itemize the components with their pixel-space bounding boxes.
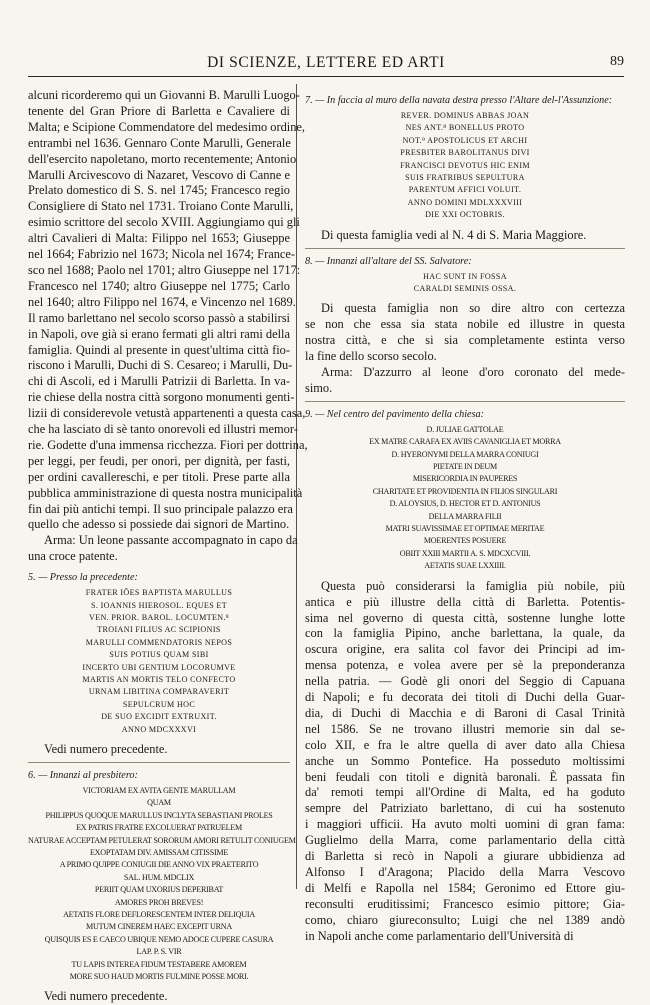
text-line: mensa potenza, e volea avere per sè la preponderanza [305,658,625,673]
inscription-line: SUIS POTIUS QUAM SIBI [109,650,209,660]
inscription-line: REVER. DOMINUS ABBAS JOAN [400,111,530,120]
text-line: colo XII, e fra le altre quella di aver dato alla Chiesa [305,737,625,752]
text-line: Prelato domestico di S. S. nel 1745; Francesco regio [28,183,290,198]
text-line: altri Cavalieri di Malta: Filippo nel 1653; Giuseppe [28,231,290,246]
inscription-line: HAC SUNT IN FOSSA [423,271,507,281]
inscription-line: SEPULCRUM HOC [122,699,196,709]
della-marra-paragraph [305,579,625,945]
inscription-line: MARULLI COMMENDATORIS NEPOS [85,637,233,647]
inscription-line: VEN. PRIOR. BAROL. LOCUMTEN.⁸ [88,613,229,622]
text-line: quello che adesso si possiede dai signori de Martino. [28,517,290,532]
inscription-line: MOERENTES POSUERE [423,536,507,546]
text-line: riscono i Marulli, Duchi di S. Cesareo; i Marulli, Du- [28,358,293,373]
inscription-line: AETATIS SUAE LXXIIII. [424,561,506,571]
inscription-line: S. IOANNIS HIEROSOL. EQUES ET [90,600,228,610]
inscription-line: DIE XXI OCTOBRIS. [425,210,505,220]
text-line: sima nel governo di questa città, sostenne lunghe lotte [305,610,625,625]
header-title: DI SCIENZE, LETTERE ED ARTI [207,54,445,71]
text-line: nostra città, e che si sia completamente estinta verso [305,333,625,348]
inscription-line: AMORES PROH BREVES! [114,897,204,907]
text-line: lizii di considerevole vetustà appartenenti a questa casa, [28,406,306,421]
note-5: 5. — Presso la precedente: [28,572,138,584]
note-6: 6. — Innanzi al presbitero: [28,769,138,781]
inscription-line: EX PATRIS FRATRE EXCOLUERAT PATRUELEM [76,823,242,833]
text-line: una croce patente. [28,549,118,564]
inscription-line: AETATIS FLORE DEFLORESCENTEM INTER DELIQUIA [63,910,255,920]
inscription-line: NES ANT.⁸ BONELLUS PROTO [405,123,525,133]
see-previous-5: Vedi numero precedente. [44,742,168,757]
bonelli-paragraph: Di questa famiglia vedi al N. 4 di S. Maria Maggiore. [321,227,587,242]
inscription-line: PERIIT QUAM UXORIUS DEPERIBAT [94,885,224,895]
text-line: rie. Godette d'una immensa ricchezza. Fiori per dottrina, [28,437,308,452]
marulli-paragraph [28,88,308,565]
text-line: Francesco nel 1740; altro Giuseppe nel 1775; Carlo [28,278,290,293]
text-line: nel 1664; Fabrizio nel 1673; Nicola nel 1674; France- [28,247,296,262]
see-previous-6: Vedi numero precedente. [44,989,168,1004]
inscription-line: QUAM [147,798,171,808]
inscription-line: NATURAE ACCEPTAM PETULERAT SORORUM AMORI RETULIT CONIUGEM [28,835,296,845]
inscription-line: SAL. HUM. MDCLIX [123,872,195,882]
inscription-line: D. HYERONYMI DELLA MARRA CONIUGI [391,449,539,459]
text-line: Il ramo barlettano nel secolo scorso passò a stabilirsi [28,310,290,325]
running-header [28,52,624,77]
inscription-line: ANNO DOMINI MDLXXXVIII [407,197,523,207]
inscription-line: A PRIMO QUIPPE CONIUGII DIE ANNO VIX PRAETERITO [59,860,259,870]
inscription-line: EXOPTATAM DIV. AMISSAM CITISSIME [89,848,229,857]
inscription-line: ANNO MDCXXXVI [121,724,197,734]
text-line: per leggi, per feudi, per onori, per dignità, per fasti, [28,453,290,468]
inscription-line: FRATER IÕES BAPTISTA MARULLUS [85,588,233,598]
inscription-line: INCERTO UBI GENTIUM LOCORUMVE [82,662,236,672]
text-line: in Napoli, ove già si erano fermati gli altri rami della [28,326,290,341]
text-line: Malta; e Scipione Commendatore del medesimo ordine, [28,119,305,134]
inscription-line: VICTORIAM EX AVITA GENTE MARULLAM [82,785,236,795]
inscription-line: MUTUM CINEREM HAEC EXCEPIT URNA [86,922,232,932]
inscription-line: EX MATRE CARAFA EX AVIIS CAVANIGLIA ET MORRA [369,437,561,447]
note-9: 9. — Nel centro del pavimento della chiesa: [305,408,484,420]
inscription-line: MISERICORDIA IN PAUPERES [412,474,518,484]
inscription-5 [28,587,290,736]
separator [305,248,625,249]
text-line: che ha lasciato di sè tanto onorevoli ed illustri memor- [28,422,298,437]
inscription-line: FRANCISCI DEVOTUS HIC ENIM [400,160,530,170]
inscription-line: TU LAPIS INTEREA FIDUM TESTABERE AMOREM [71,959,247,969]
inscription-line: PRESBITER BAROLITANUS DIVI [400,148,530,158]
left-column [28,88,308,1004]
right-column [305,88,625,943]
text-line: per ordini cavallereschi, e per titoli. Prese parte alla [28,469,290,484]
text-line: i maggiori ufficii. Ha avuto molti uomini di gran fama: [305,817,625,832]
text-line: di Napoli; e fu decorata dei titoli di Duchi della Guar- [305,690,625,705]
text-line: famiglia. Quindi al presente in quest'ultima città fio- [28,342,290,357]
text-line: alcuni ricorderemo qui un Giovanni B. Marulli Luogo- [28,88,300,102]
text-line: Di questa famiglia non so dire altro con certezza [321,301,625,316]
text-line: di Barletta si recò in Napoli a giurare ubbidienza ad [305,849,625,864]
inscription-9 [305,424,625,573]
text-line: nella patria. — Godè gli onori del Seggio di Capuana [305,674,625,689]
inscription-line: PARENTUM AFFICI VOLUIT. [408,185,522,195]
text-line: sempre del Patriziato barlettano, di cui ha sostenuto [305,801,625,816]
text-line: fin dai più antichi tempi. Il suo principale palazzo era [28,501,293,516]
inscription-line: URNAM LIBITINA COMPARAVERIT [88,687,230,697]
text-line: beni feudali con titoli e dignità baronali. È passata fin [305,769,625,784]
separator [305,401,625,402]
text-line: nel 1640; altro Filippo nel 1674, e Vincenzo nel 1689. [28,294,296,309]
text-line: Marulli Arcivescovo di Nazaret, Vescovo di Canne e [28,167,290,182]
text-line: sco nel 1688; Paolo nel 1701; altro Giuseppe nel 1717: [28,262,301,277]
text-line: antica e più illustre della città di Barletta. Potentis- [305,594,625,609]
inscription-line: PHILIPPUS QUOQUE MARULLUS INCLYTA SEBASTIANI PROLES [45,810,273,820]
caraldi-paragraph [305,301,625,396]
text-line: entrambi nel 1636. Gennaro Conte Marulli, Generale [28,135,291,150]
inscription-line: OBIIT XXIII MARTII A. S. MDCXCVIII. [399,548,531,558]
text-line: oscura origine, era salita col favor dei Principi ad im- [305,642,625,657]
text-line: se non che essa sia stata nobile ed illustre in questa [305,317,625,332]
inscription-line: MATRI SUAVISSIMAE ET OPTIMAE MERITAE [385,524,545,534]
inscription-line: MARTIS AN MORTIS TELO CONFECTO [82,675,236,685]
inscription-line: NOT.⁹ APOSTOLICUS ET ARCHI [402,135,528,145]
text-line: rie chiese della nostra città sorgono monumenti genti- [28,390,295,405]
text-line: Questa può considerarsi la famiglia più nobile, più [321,578,625,593]
inscription-7 [305,110,625,222]
inscription-line: SUIS FRATRIBUS SEPULTURA [405,173,525,183]
text-line: simo. [305,380,333,395]
inscription-6 [28,785,296,984]
note-7: 7. — In faccia al muro della navata destra presso l'Altare del-l'Assunzione: [305,95,613,106]
inscription-line: LAP. P. S. VIR [136,947,182,957]
text-line: pubblica amministrazione di questa nostra municipalità [28,485,303,500]
text-line: la fine dello scorso secolo. [305,349,437,364]
inscription-line: MORE SUO HAUD MORTIS FULMINE POSSE MORI. [69,972,249,982]
text-line: Arma: D'azzurro al leone d'oro coronato del mede- [321,365,625,379]
text-line: esimio scrittore del secolo XVIII. Aggiungiamo qui gli [28,215,300,230]
text-line: dell'esercito napoletano, morto recentemente; Antonio [28,151,297,166]
text-line: tenente del Gran Priore di Barletta e Cavaliere di [28,103,290,118]
text-line: anche un Sommo Pontefice. Ha posseduto moltissimi [305,753,625,768]
text-line: Alfonso I d'Aragona; Placido della Marra Vescovo [305,865,625,879]
inscription-line: CHARITATE ET PROVIDENTIA IN FILIOS SINGULARI [372,486,558,496]
inscription-line: D. ALOYSIUS, D. HECTOR ET D. ANTONIUS [389,499,541,509]
text-line: Consigliere di Stato nel 1731. Troiano Conte Marulli, [28,199,294,214]
text-line: di Melfi e Rapolla nel 1584; Geronimo ed Ettore giu- [305,880,625,895]
note-8: 8. — Innanzi all'altare del SS. Salvatore: [305,255,472,267]
text-line: in Napoli anche come parlamentario dell'Università di [305,928,574,943]
inscription-8 [305,271,625,296]
separator [28,762,290,763]
text-line: con la famiglia Pipino, anche barlettana, la quale, da [305,626,625,641]
text-line: reconsulti eruditissimi; Francesco esimio pittore; Gia- [305,896,625,911]
inscription-line: DE SUO EXCIDIT EXTRUXIT. [101,712,217,722]
inscription-line: QUISQUIS ES E CAECO UBIQUE NEMO ADOCE CUPERE CASURA [44,934,274,944]
text-line: como, chiaro giureconsulto; Luigi che nel 1389 andò [305,912,625,927]
inscription-line: PIETATE IN DEUM [433,462,497,472]
inscription-line: D. JULIAE GATTOLAE [426,424,504,434]
page-number: 89 [610,54,624,69]
inscription-line: DELLA MARRA FILII [428,511,502,521]
text-line: nel 1586. Se ne trovano illustri memorie sin dal se- [305,721,625,736]
text-line: Guglielmo della Marra, come parlamentario della città [305,833,625,848]
inscription-line: TROIANI FILIUS AC SCIPIONIS [97,625,221,635]
text-line: dia, di Duchi di Macchia e di Baroni di Casal Trinità [305,705,625,720]
inscription-line: CARALDI SEMINIS OSSA. [413,283,517,293]
text-line: da' remoti tempi all'Ordine di Malta, ed ha goduto [305,785,625,800]
text-line: chi di Ascoli, ed i Marulli Patrizii di Barletta. In va- [28,374,290,389]
text-line: Arma: Un leone passante accompagnato in capo da [44,533,298,548]
